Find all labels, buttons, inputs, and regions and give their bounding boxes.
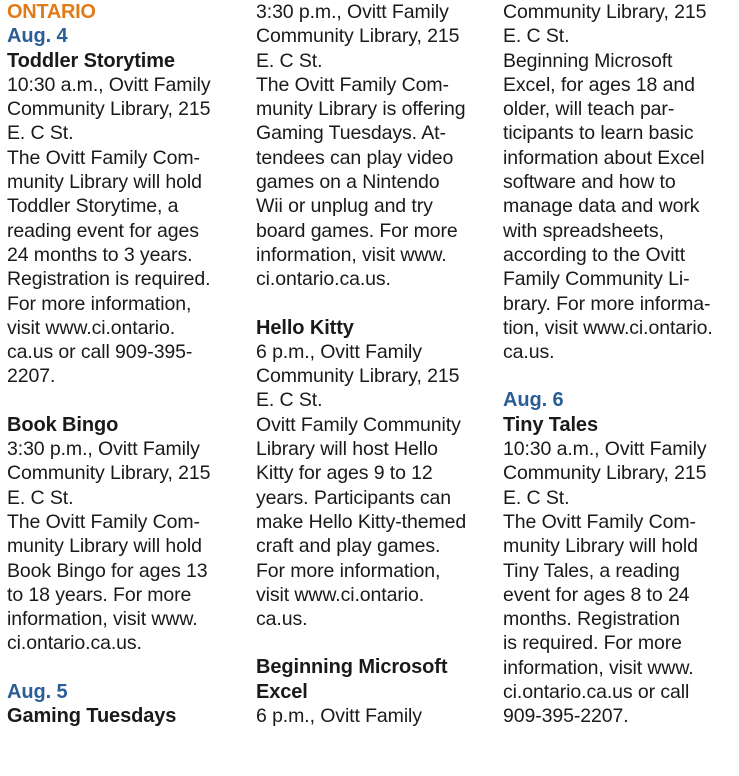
- body-line: years. Participants can: [256, 486, 451, 509]
- body-line: 10:30 a.m., Ovitt Family: [503, 438, 707, 461]
- body-line: 909-395-2207.: [503, 705, 629, 728]
- body-line: E. C St.: [503, 25, 570, 48]
- body-line: Registration is required.: [7, 268, 211, 291]
- body-line: is required. For more: [503, 632, 682, 655]
- body-line: 3:30 p.m., Ovitt Family: [256, 1, 449, 23]
- body-line: E. C St.: [7, 486, 74, 509]
- body-line: 2207.: [7, 365, 56, 388]
- body-line: The Ovitt Family Com-: [7, 510, 200, 533]
- spacer: [7, 656, 242, 680]
- body-line: reading event for ages: [7, 219, 199, 242]
- body-line: information, visit www.: [503, 656, 694, 679]
- body-line: Gaming Tuesdays. At-: [256, 122, 446, 145]
- body-line: munity Library will hold: [503, 535, 698, 558]
- body-line: E. C St.: [7, 122, 74, 145]
- event-title-hello-kitty: Hello Kitty: [256, 316, 354, 339]
- column-1: [7, 0, 242, 728]
- body-line: brary. For more informa-: [503, 292, 711, 315]
- event-body-hello-kitty: [256, 340, 491, 632]
- event-body-gaming-tuesdays: [256, 0, 491, 292]
- column-3: [503, 0, 738, 729]
- body-line: Community Library, 215: [7, 98, 211, 121]
- body-line: craft and play games.: [256, 535, 441, 558]
- event-title-toddler-storytime: Toddler Storytime: [7, 49, 175, 72]
- body-line: For more information,: [7, 292, 192, 315]
- body-line: tendees can play video: [256, 146, 454, 169]
- spacer: [256, 292, 491, 316]
- body-line: games on a Nintendo: [256, 171, 440, 194]
- event-body-book-bingo: [7, 437, 242, 656]
- body-line: manage data and work: [503, 195, 700, 218]
- body-line: ci.ontario.ca.us or call: [503, 681, 690, 704]
- body-line: The Ovitt Family Com-: [503, 510, 696, 533]
- event-body-tiny-tales: [503, 437, 738, 729]
- body-line: The Ovitt Family Com-: [256, 73, 449, 96]
- column-2: [256, 0, 491, 728]
- body-line: munity Library will hold: [7, 171, 202, 194]
- body-line: visit www.ci.ontario.: [256, 583, 425, 606]
- date-heading-aug-4: Aug. 4: [7, 25, 68, 48]
- date-heading-aug-6: Aug. 6: [503, 389, 564, 412]
- body-line: Community Library, 215: [7, 462, 211, 485]
- event-title-beginning-microsoft-excel-line-2: Excel: [256, 680, 308, 703]
- event-title-tiny-tales: Tiny Tales: [503, 413, 598, 436]
- body-line: with spreadsheets,: [503, 219, 664, 242]
- body-line: to 18 years. For more: [7, 583, 192, 606]
- body-line: E. C St.: [503, 486, 570, 509]
- body-line: Community Library, 215: [256, 25, 460, 48]
- spacer: [7, 389, 242, 413]
- body-line: software and how to: [503, 171, 676, 194]
- date-heading-aug-5: Aug. 5: [7, 680, 68, 703]
- body-line: Tiny Tales, a reading: [503, 559, 680, 582]
- body-line: Ovitt Family Community: [256, 413, 461, 436]
- body-line: Book Bingo for ages 13: [7, 559, 208, 582]
- spacer: [503, 364, 738, 388]
- body-line: information, visit www.: [256, 243, 447, 266]
- body-line: board games. For more: [256, 219, 458, 242]
- body-line: munity Library is offering: [256, 98, 466, 121]
- body-line: ci.ontario.ca.us.: [7, 632, 142, 655]
- body-line: Library will host Hello: [256, 438, 438, 461]
- body-line: 10:30 a.m., Ovitt Family: [7, 73, 211, 96]
- body-line: Wii or unplug and try: [256, 195, 433, 218]
- event-title-book-bingo: Book Bingo: [7, 413, 119, 436]
- body-line: older, will teach par-: [503, 98, 675, 121]
- body-line: Kitty for ages 9 to 12: [256, 462, 433, 485]
- body-line: make Hello Kitty-themed: [256, 510, 467, 533]
- spacer: [256, 631, 491, 655]
- event-body-toddler-storytime: [7, 73, 242, 389]
- body-line: Excel, for ages 18 and: [503, 73, 695, 96]
- body-line: 24 months to 3 years.: [7, 243, 193, 266]
- section-heading: ONTARIO: [7, 1, 96, 23]
- body-line: event for ages 8 to 24: [503, 583, 690, 606]
- body-line: information, visit www.: [7, 608, 198, 631]
- body-line: Toddler Storytime, a: [7, 195, 179, 218]
- body-line: information about Excel: [503, 146, 705, 169]
- body-line: ca.us.: [503, 341, 555, 364]
- body-line: tion, visit www.ci.ontario.: [503, 316, 713, 339]
- body-line: 6 p.m., Ovitt Family: [256, 705, 422, 728]
- body-line: munity Library will hold: [7, 535, 202, 558]
- body-line: Community Library, 215: [256, 365, 460, 388]
- body-line: E. C St.: [256, 389, 323, 412]
- body-line: ticipants to learn basic: [503, 122, 694, 145]
- body-line: ca.us.: [256, 608, 308, 631]
- body-line: according to the Ovitt: [503, 243, 686, 266]
- body-line: Family Community Li-: [503, 268, 690, 291]
- event-title-gaming-tuesdays: Gaming Tuesdays: [7, 705, 177, 728]
- body-line: The Ovitt Family Com-: [7, 146, 200, 169]
- body-line: E. C St.: [256, 49, 323, 72]
- body-line: months. Registration: [503, 608, 680, 631]
- body-line: Community Library, 215: [503, 1, 707, 23]
- body-line: ci.ontario.ca.us.: [256, 268, 391, 291]
- body-line: visit www.ci.ontario.: [7, 316, 176, 339]
- body-line: ca.us or call 909-395-: [7, 341, 193, 364]
- body-line: Community Library, 215: [503, 462, 707, 485]
- event-body-beginning-microsoft-excel: [503, 0, 738, 364]
- body-line: 3:30 p.m., Ovitt Family: [7, 438, 200, 461]
- body-line: Beginning Microsoft: [503, 49, 673, 72]
- event-title-beginning-microsoft-excel: Beginning Microsoft: [256, 656, 448, 679]
- body-line: For more information,: [256, 559, 441, 582]
- body-line: 6 p.m., Ovitt Family: [256, 340, 422, 363]
